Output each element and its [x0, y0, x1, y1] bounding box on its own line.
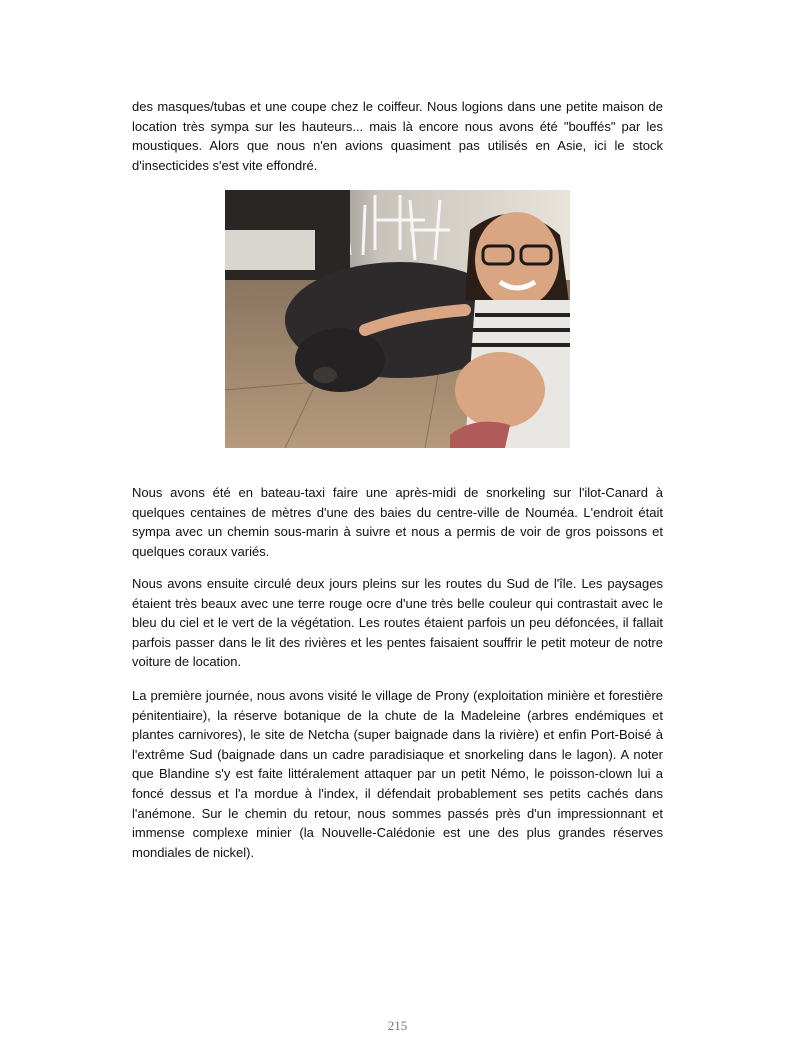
paragraph-snorkeling: Nous avons été en bateau-taxi faire une après-midi de snorkeling sur l'ilot-Canard à quelques centaines de mètres d'une des baies du centre-ville de Nouméa. L'endroit était sympa avec un chemin sous-marin à suivre et nous a permis de voir de gros poissons et quelques coraux variés.	[132, 485, 663, 559]
paragraph-prony: La première journée, nous avons visité le village de Prony (exploitation minière et forestière pénitentiaire), la réserve botanique de la chute de la Madeleine (arbres endémiques et plantes carnivores), le site de Netcha (super baignade dans la rivière) et enfin Port-Boisé à l'extrême Sud (baignade dans un cadre paradisiaque et snorkeling dans le lagon). A noter que Blandine s'y est faite littéralement attaquer par un petit Némo, le poisson-clown lui a foncé dessus et l'a mordue à l'index, il défendait probablement ses petits cachés dans l'anémone. Sur le chemin du retour, nous sommes passés près d'un impressionnant et immense complexe minier (la Nouvelle-Calédonie est une des plus grandes réserves mondiales de nickel).	[132, 688, 663, 860]
page-number: 215	[387, 1018, 408, 1033]
sofa-cushion-shape	[225, 230, 315, 270]
photo-girl-with-pig	[225, 190, 570, 448]
paragraph-roads: Nous avons ensuite circulé deux jours pleins sur les routes du Sud de l'île. Les paysages étaient très beaux avec une terre rouge ocre d'une très belle couleur qui contrastait avec le bleu du ciel et le vert de la végétation. Les routes étaient parfois un peu défoncées, il fallait parfois passer dans le lit des rivières et les pentes faisaient souffrir le petit moteur de notre voiture de location.	[132, 576, 663, 670]
paragraph-intro: des masques/tubas et une coupe chez le coiffeur. Nous logions dans une petite maison de location très sympa sur les hauteurs... mais là encore nous avons été "bouffés" par les moustiques. Alors que nous n'en avions quasiment pas utilisés en Asie, ici le stock d'insecticides s'est vite effondré.	[132, 99, 663, 173]
pig-head-shape	[295, 328, 385, 392]
